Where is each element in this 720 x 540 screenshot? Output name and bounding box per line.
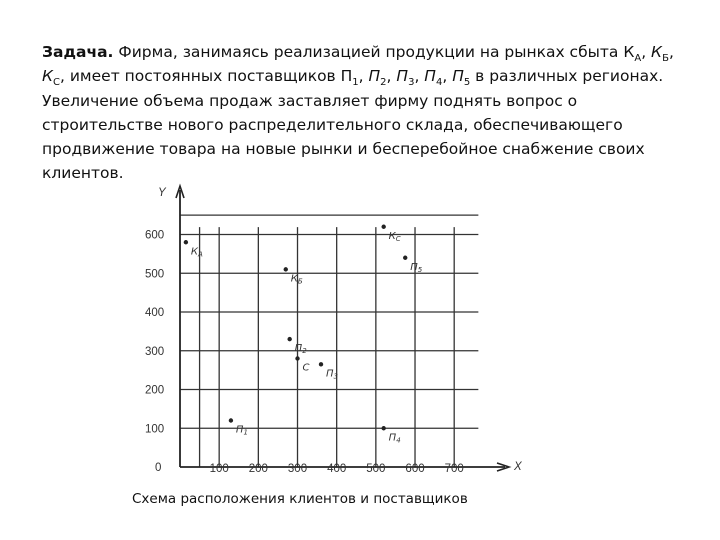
k-sub-b: Б xyxy=(662,53,669,65)
x-tick-label: 700 xyxy=(444,463,464,475)
p-sub-1: 1 xyxy=(352,77,359,89)
point-label: $К_Б$ xyxy=(290,273,303,286)
point-dot xyxy=(229,418,233,422)
sep: , xyxy=(414,67,425,86)
point-КБ xyxy=(284,267,303,285)
point-label: $П_5$ xyxy=(410,261,423,274)
x-tick-label: 300 xyxy=(287,463,308,475)
point-dot xyxy=(403,256,407,260)
p-letter: П xyxy=(452,67,464,86)
point-КС xyxy=(381,225,400,243)
k-sub-a: А xyxy=(634,53,642,65)
x-tick-label: 400 xyxy=(327,463,347,475)
p-sub-5: 5 xyxy=(463,77,471,89)
point-П1 xyxy=(229,418,248,436)
point-label: $П_4$ xyxy=(388,432,401,445)
k-letter: К xyxy=(651,43,663,61)
p-sub-3: 3 xyxy=(408,77,415,89)
point-dot xyxy=(295,356,299,360)
origin-label: 0 xyxy=(155,462,162,474)
point-dot xyxy=(184,240,188,244)
point-dot xyxy=(381,426,385,430)
y-axis-label: Y xyxy=(158,187,166,199)
point-П3 xyxy=(319,362,338,380)
y-tick-label: 600 xyxy=(145,229,165,242)
suppliers-text: , имеет постоянных поставщиков П xyxy=(60,67,353,86)
comma: , xyxy=(641,43,652,61)
k-letter: К xyxy=(42,67,54,86)
p-sub-4: 4 xyxy=(435,77,443,89)
y-tick-label: 400 xyxy=(145,307,165,319)
comma: , xyxy=(668,43,674,61)
point-dot xyxy=(381,225,385,229)
x-tick-label: 600 xyxy=(405,463,425,475)
point-dot xyxy=(319,362,323,366)
point-label: $П_2$ xyxy=(294,343,307,356)
x-tick-label: 500 xyxy=(366,463,386,475)
p-letter: П xyxy=(424,67,436,86)
point-label: $К_С$ xyxy=(388,230,401,243)
p-sub-2: 2 xyxy=(380,77,387,89)
point-dot xyxy=(287,337,291,341)
point-П5 xyxy=(403,256,423,274)
grid xyxy=(180,215,478,467)
y-tick-label: 500 xyxy=(145,268,165,281)
y-tick-label: 200 xyxy=(145,384,165,397)
point-label: $П_1$ xyxy=(235,424,248,437)
point-dot xyxy=(284,267,288,271)
sep: , xyxy=(358,67,369,86)
sep: , xyxy=(442,67,453,86)
point-label: $П_3$ xyxy=(326,368,339,381)
sep: , xyxy=(386,67,397,86)
x-tick-label: 100 xyxy=(209,463,229,475)
x-axis-label: X xyxy=(514,461,522,473)
p-letter: П xyxy=(368,67,381,86)
y-tick-label: 300 xyxy=(145,345,165,358)
task-text: Фирма, занимаясь реализацией продукции на рынках сбыта К xyxy=(118,43,635,61)
tick-labels xyxy=(145,187,523,475)
point-label: $К_А$ xyxy=(190,246,203,259)
x-tick-label: 200 xyxy=(248,463,268,475)
point-label: С xyxy=(302,362,310,374)
task-label: Задача. xyxy=(42,43,114,61)
k-sub-c: С xyxy=(53,77,60,89)
chart-caption: Схема расположения клиентов и поставщиков xyxy=(132,491,468,507)
y-tick-label: 100 xyxy=(145,423,165,436)
task-rest: в различных регионах. Увеличение объема продаж заставляет фирму поднять вопрос о строительстве нового распределительного склада, обеспечивающего продвижение товара на новые рынки и бесперебойное снабжение своих клиентов. xyxy=(42,67,664,183)
p-letter: П xyxy=(396,67,409,86)
